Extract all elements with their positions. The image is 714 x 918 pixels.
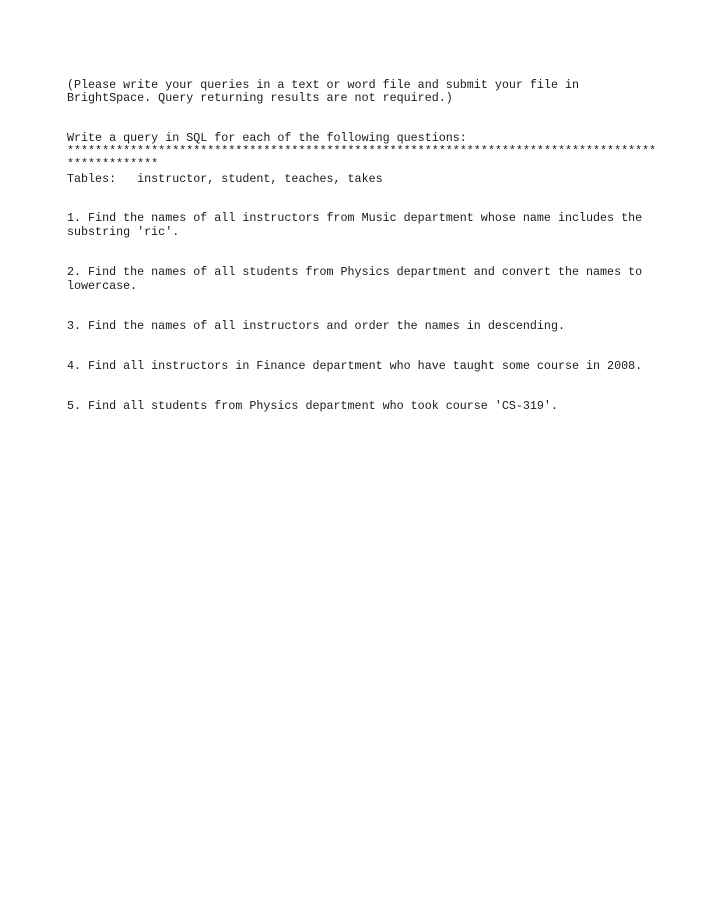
question-4-line-1: 4. Find all instructors in Finance department who have taught some course in 2008.: [67, 359, 643, 373]
question-1-line-2: substring 'ric'.: [67, 225, 180, 239]
separator-line-1: ************************************************************************************: [67, 144, 657, 158]
separator-line-2: *************: [67, 157, 159, 171]
intro-line-1: (Please write your queries in a text or word file and submit your file in: [67, 78, 579, 92]
question-2-line-2: lowercase.: [67, 279, 138, 293]
tables-line: Tables: instructor, student, teaches, takes: [67, 172, 383, 186]
instruction-text: Write a query in SQL for each of the following questions:: [67, 131, 467, 145]
question-1-line-1: 1. Find the names of all instructors from Music department whose name includes the: [67, 211, 643, 225]
question-3-line-1: 3. Find the names of all instructors and order the names in descending.: [67, 319, 565, 333]
intro-line-2: BrightSpace. Query returning results are not required.): [67, 91, 453, 105]
question-5-line-1: 5. Find all students from Physics department who took course 'CS-319'.: [67, 399, 558, 413]
question-2-line-1: 2. Find the names of all students from Physics department and convert the names to: [67, 265, 643, 279]
